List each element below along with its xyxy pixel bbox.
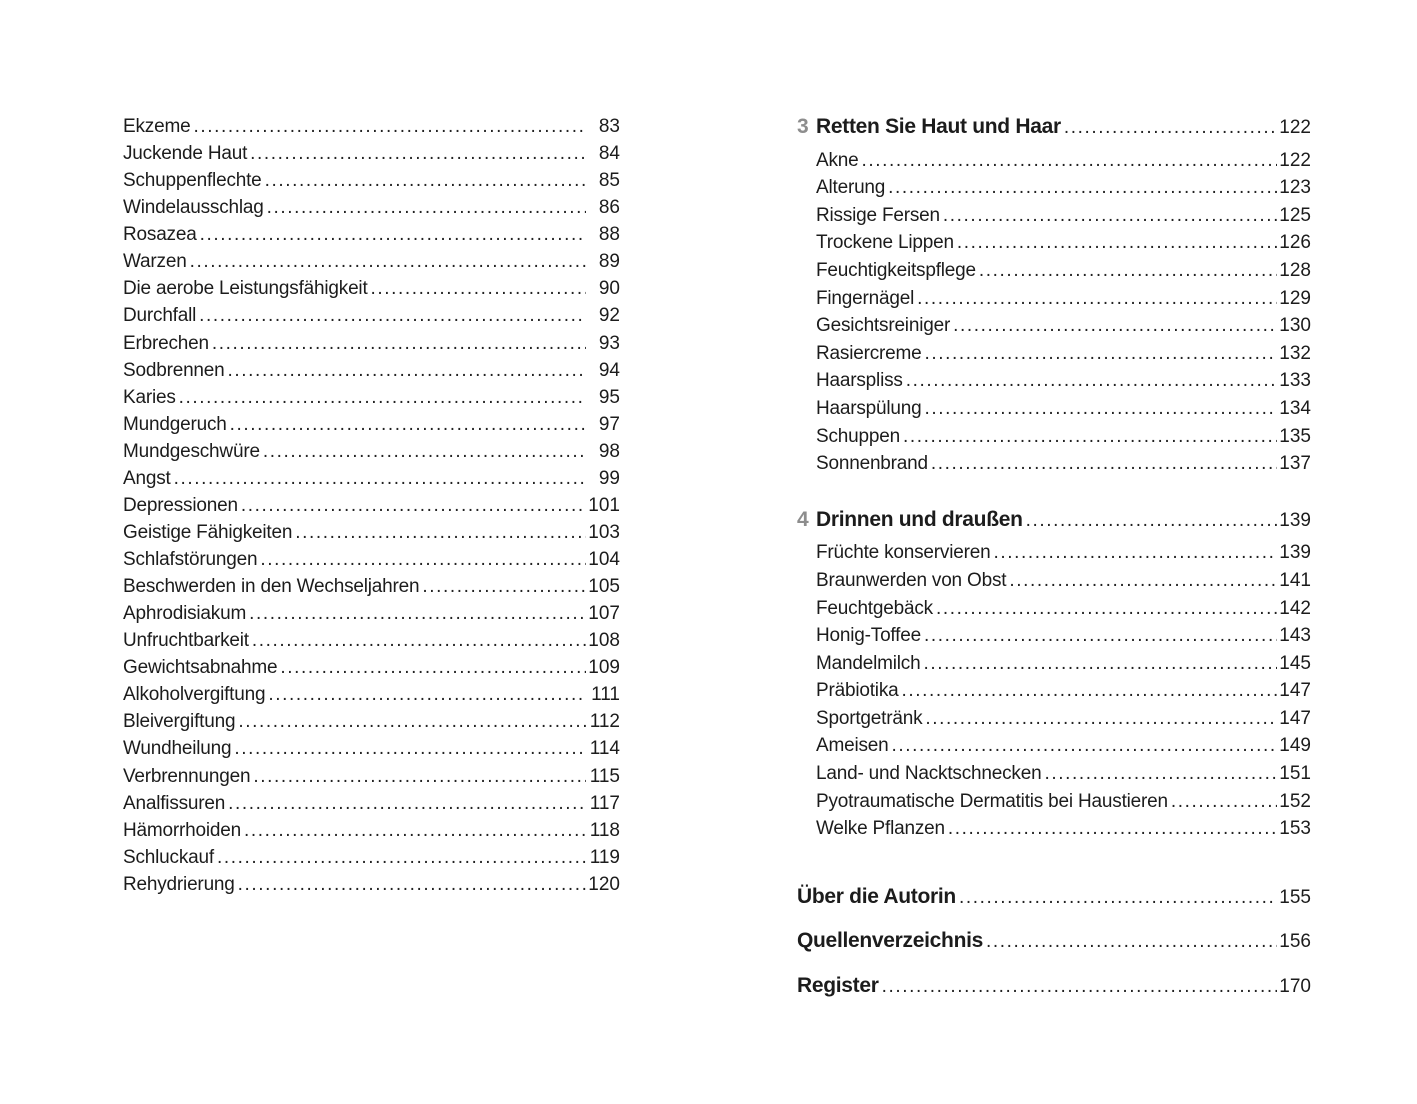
dot-leader (280, 654, 586, 681)
toc-chapter-title: Drinnen und draußen (816, 507, 1023, 531)
toc-entry (123, 357, 620, 384)
dot-leader (993, 539, 1277, 567)
toc-entry (123, 735, 620, 762)
dot-leader (1026, 507, 1277, 535)
toc-entry-label: Sportgetränk (816, 707, 923, 729)
toc-page-number: 139 (1279, 509, 1311, 531)
dot-leader (263, 438, 586, 465)
dot-leader (888, 174, 1277, 202)
toc-entry (123, 330, 620, 357)
toc-page-number: 134 (1279, 397, 1311, 419)
toc-page-number: 133 (1279, 370, 1311, 392)
dot-leader (212, 330, 586, 357)
toc-entry (797, 285, 1311, 313)
toc-page-number: 104 (588, 549, 620, 570)
toc-entry-label: Rissige Fersen (816, 204, 940, 226)
toc-entry (123, 140, 620, 167)
toc-entry-label: Alkoholvergiftung (123, 684, 266, 706)
toc-page-number: 109 (588, 657, 620, 679)
toc-page-number: 122 (1279, 149, 1311, 171)
toc-entry-label: Warzen (123, 251, 187, 273)
toc-page-number: 112 (589, 711, 620, 733)
toc-right-column (797, 113, 1311, 1001)
chapter-number: 4 (797, 507, 809, 531)
dot-leader (238, 871, 586, 898)
toc-entry (123, 817, 620, 844)
toc-chapter-entries (797, 147, 1311, 478)
toc-entry-label: Karies (123, 386, 176, 408)
toc-page-number: 120 (588, 873, 620, 895)
toc-entry (797, 367, 1311, 395)
toc-page-number: 86 (598, 197, 620, 219)
toc-page-number: 147 (1279, 680, 1311, 702)
dot-leader (925, 705, 1277, 733)
toc-entry-label: Mundgeschwüre (123, 440, 260, 462)
toc-page-number: 94 (598, 359, 620, 381)
dot-leader (217, 844, 586, 871)
dot-leader (193, 113, 586, 140)
toc-entry (123, 763, 620, 790)
toc-entry-label: Gesichtsreiniger (816, 315, 951, 337)
toc-entry (797, 450, 1311, 478)
dot-leader (238, 708, 586, 735)
toc-page-number: 137 (1279, 453, 1311, 475)
toc-entry (123, 302, 620, 329)
toc-page-number: 98 (598, 440, 620, 462)
dot-leader (234, 735, 586, 762)
toc-page-number: 123 (1279, 177, 1311, 199)
dot-leader (959, 884, 1277, 912)
toc-entry-label: Unfruchtbarkeit (123, 630, 249, 652)
dot-leader (250, 140, 586, 167)
toc-entry (797, 395, 1311, 423)
dot-leader (862, 147, 1277, 175)
toc-page-number: 95 (598, 386, 620, 408)
dot-leader (244, 817, 586, 844)
toc-entry (123, 411, 620, 438)
toc-entry (123, 627, 620, 654)
dot-leader (882, 973, 1277, 1001)
toc-entry-label: Rasiercreme (816, 342, 922, 364)
toc-entry-label: Aphrodisiakum (123, 603, 247, 625)
toc-entry (797, 147, 1311, 175)
toc-page-number: 85 (598, 170, 620, 192)
toc-entry (797, 174, 1311, 202)
toc-entry-label: Schuppen (816, 425, 900, 447)
toc-entry-label: Haarspülung (816, 397, 922, 419)
toc-entry-label: Alterung (816, 177, 886, 199)
toc-page-number: 103 (588, 521, 620, 543)
dot-leader (925, 395, 1277, 423)
toc-entry-label: Rehydrierung (123, 873, 235, 895)
toc-entry-label: Bleivergiftung (123, 711, 236, 733)
toc-entry-label: Honig-Toffee (816, 625, 921, 647)
toc-entry-label: Akne (816, 149, 859, 171)
toc-entry (123, 492, 620, 519)
toc-entry (797, 340, 1311, 368)
dot-leader (892, 732, 1277, 760)
dot-leader (948, 815, 1277, 843)
toc-backmatter-label: Quellenverzeichnis (797, 929, 984, 953)
toc-chapter-section (797, 113, 1311, 478)
toc-page-number: 118 (589, 819, 620, 841)
dot-leader (267, 194, 586, 221)
toc-entry (123, 248, 620, 275)
toc-entry-label: Geistige Fähigkeiten (123, 521, 293, 543)
toc-page-number: 129 (1279, 287, 1311, 309)
toc-backmatter-entry (797, 972, 1311, 1001)
toc-entry-label: Hämorrhoiden (123, 819, 241, 841)
toc-entry (123, 438, 620, 465)
toc-entry (797, 815, 1311, 843)
toc-chapter-heading (797, 506, 1311, 535)
toc-entry (797, 650, 1311, 678)
toc-page-number: 92 (598, 305, 620, 327)
dot-leader (252, 627, 586, 654)
toc-entry (123, 194, 620, 221)
toc-chapter-heading (797, 113, 1311, 142)
toc-page-number: 147 (1279, 707, 1311, 729)
toc-page-number: 142 (1279, 597, 1311, 619)
dot-leader (199, 302, 586, 329)
dot-leader (902, 677, 1278, 705)
dot-leader (228, 790, 586, 817)
toc-entry (123, 871, 620, 898)
toc-entry (797, 622, 1311, 650)
toc-entry (797, 732, 1311, 760)
toc-entry-label: Ameisen (816, 735, 889, 757)
toc-page-number: 170 (1279, 976, 1311, 998)
dot-leader (1064, 114, 1277, 142)
toc-entry (797, 595, 1311, 623)
dot-leader (371, 275, 586, 302)
toc-entry-label: Sodbrennen (123, 359, 225, 381)
toc-entry (797, 423, 1311, 451)
dot-leader (931, 450, 1277, 478)
toc-entry (123, 708, 620, 735)
toc-page-number: 139 (1279, 542, 1311, 564)
toc-entry-label: Fingernägel (816, 287, 915, 309)
toc-entry-label: Erbrechen (123, 332, 209, 354)
dot-leader (957, 229, 1277, 257)
dot-leader (924, 622, 1277, 650)
toc-page-number: 130 (1279, 315, 1311, 337)
dot-leader (943, 202, 1277, 230)
toc-backmatter (797, 883, 1311, 1001)
toc-entry-label: Analfissuren (123, 792, 226, 814)
toc-entry-label: Wundheilung (123, 738, 232, 760)
toc-page-number: 155 (1279, 886, 1311, 908)
toc-page-number: 84 (598, 143, 620, 165)
dot-leader (903, 423, 1277, 451)
toc-entry (797, 229, 1311, 257)
toc-entry-label: Windelausschlag (123, 197, 264, 219)
dot-leader (253, 763, 586, 790)
toc-entry-label: Schlafstörungen (123, 549, 258, 570)
toc-entry (123, 844, 620, 871)
dot-leader (190, 248, 586, 275)
toc-entry-label: Juckende Haut (123, 143, 248, 165)
toc-page-number: 119 (589, 846, 620, 868)
toc-entry-label: Durchfall (123, 305, 197, 327)
toc-entry-label: Ekzeme (123, 116, 191, 137)
toc-page-number: 151 (1279, 763, 1311, 785)
toc-entry-label: Feuchtigkeitspflege (816, 259, 976, 281)
chapter-number: 3 (797, 115, 809, 138)
dot-leader (422, 573, 586, 600)
toc-entry-label: Land- und Nacktschnecken (816, 763, 1042, 785)
toc-entry (797, 539, 1311, 567)
toc-entry-label: Schluckauf (123, 846, 214, 868)
toc-entry (123, 465, 620, 492)
toc-page-number: 89 (598, 251, 620, 273)
toc-page-number: 156 (1279, 931, 1311, 953)
toc-left-column (123, 113, 620, 898)
toc-page-number: 99 (598, 467, 620, 489)
dot-leader (268, 681, 586, 708)
toc-entry (123, 167, 620, 194)
toc-chapter-title: Retten Sie Haut und Haar (816, 115, 1061, 138)
toc-backmatter-label: Register (797, 974, 879, 998)
toc-entry-label: Braunwerden von Obst (816, 569, 1007, 591)
dot-leader (228, 357, 586, 384)
toc-page-number: 135 (1279, 425, 1311, 447)
toc-entry-label: Feuchtgebäck (816, 597, 933, 619)
toc-page-number: 149 (1279, 735, 1311, 757)
toc-entry-label: Verbrennungen (123, 765, 251, 787)
dot-leader (265, 167, 586, 194)
toc-entry-label: Haarspliss (816, 370, 903, 392)
toc-entry (123, 681, 620, 708)
dot-leader (906, 367, 1277, 395)
dot-leader (923, 650, 1277, 678)
toc-page-number: 101 (588, 494, 620, 516)
dot-leader (1171, 788, 1277, 816)
toc-entry (797, 312, 1311, 340)
toc-entry-label: Pyotraumatische Dermatitis bei Haustieren (816, 790, 1168, 812)
toc-entry-label: Präbiotika (816, 680, 899, 702)
toc-page-number: 128 (1279, 259, 1311, 281)
dot-leader (917, 285, 1277, 313)
toc-chapter-entries (797, 539, 1311, 843)
toc-page-number: 117 (589, 792, 620, 814)
dot-leader (1009, 567, 1277, 595)
toc-entry-label: Beschwerden in den Wechseljahren (123, 576, 420, 598)
toc-page-number: 111 (591, 684, 620, 706)
toc-page-number: 141 (1279, 569, 1311, 591)
toc-entry-label: Welke Pflanzen (816, 818, 945, 840)
toc-entry-label: Früchte konservieren (816, 542, 991, 564)
dot-leader (1044, 760, 1277, 788)
dot-leader (986, 928, 1277, 956)
toc-entry-label: Die aerobe Leistungsfähigkeit (123, 278, 368, 300)
dot-leader (953, 312, 1277, 340)
toc-entry-label: Gewichtsabnahme (123, 657, 278, 679)
dot-leader (260, 546, 586, 573)
toc-entry (797, 677, 1311, 705)
toc-entry-label: Angst (123, 467, 171, 489)
dot-leader (241, 492, 586, 519)
toc-entry-label: Mandelmilch (816, 652, 921, 674)
toc-entry-label: Schuppenflechte (123, 170, 262, 192)
toc-entry (123, 790, 620, 817)
toc-entry (123, 600, 620, 627)
toc-page-number: 153 (1279, 818, 1311, 840)
toc-entry-label: Sonnenbrand (816, 453, 928, 475)
toc-entry (797, 788, 1311, 816)
toc-entry (123, 546, 620, 573)
toc-page-number: 132 (1279, 342, 1311, 364)
toc-entry (123, 221, 620, 248)
toc-page-number: 152 (1279, 790, 1311, 812)
toc-page-number: 93 (598, 332, 620, 354)
toc-entry (797, 257, 1311, 285)
toc-page-number: 115 (589, 765, 620, 787)
dot-leader (174, 465, 586, 492)
dot-leader (979, 257, 1277, 285)
toc-page-number: 126 (1279, 232, 1311, 254)
toc-page-number: 107 (588, 603, 620, 625)
toc-page-number: 97 (598, 413, 620, 435)
toc-entry (123, 654, 620, 681)
toc-entry-label: Trockene Lippen (816, 232, 954, 254)
toc-page-number: 143 (1279, 625, 1311, 647)
toc-backmatter-entry (797, 927, 1311, 956)
toc-entry (797, 202, 1311, 230)
toc-backmatter-entry (797, 883, 1311, 912)
toc-entry (123, 519, 620, 546)
dot-leader (200, 221, 586, 248)
toc-page-number: 114 (589, 738, 620, 760)
toc-entry-label: Rosazea (123, 224, 197, 246)
toc-page-number: 90 (598, 278, 620, 300)
toc-page-number: 145 (1279, 652, 1311, 674)
toc-entry (123, 275, 620, 302)
toc-backmatter-label: Über die Autorin (797, 884, 956, 908)
toc-entry (123, 384, 620, 411)
toc-entry (797, 567, 1311, 595)
dot-leader (925, 340, 1278, 368)
toc-page-number: 105 (588, 576, 620, 598)
dot-leader (295, 519, 586, 546)
toc-page-number: 125 (1279, 204, 1311, 226)
dot-leader (179, 384, 586, 411)
dot-leader (936, 595, 1277, 623)
toc-entry (797, 705, 1311, 733)
toc-entry (123, 573, 620, 600)
toc-entry (797, 760, 1311, 788)
dot-leader (249, 600, 586, 627)
toc-page-number: 88 (598, 224, 620, 246)
toc-page-number: 108 (588, 630, 620, 652)
toc-entry (123, 113, 620, 140)
toc-page-number: 122 (1279, 117, 1311, 138)
toc-entry-label: Depressionen (123, 494, 238, 516)
dot-leader (230, 411, 586, 438)
toc-chapter-section (797, 506, 1311, 843)
toc-entry-label: Mundgeruch (123, 413, 227, 435)
toc-page-number: 83 (598, 116, 620, 137)
